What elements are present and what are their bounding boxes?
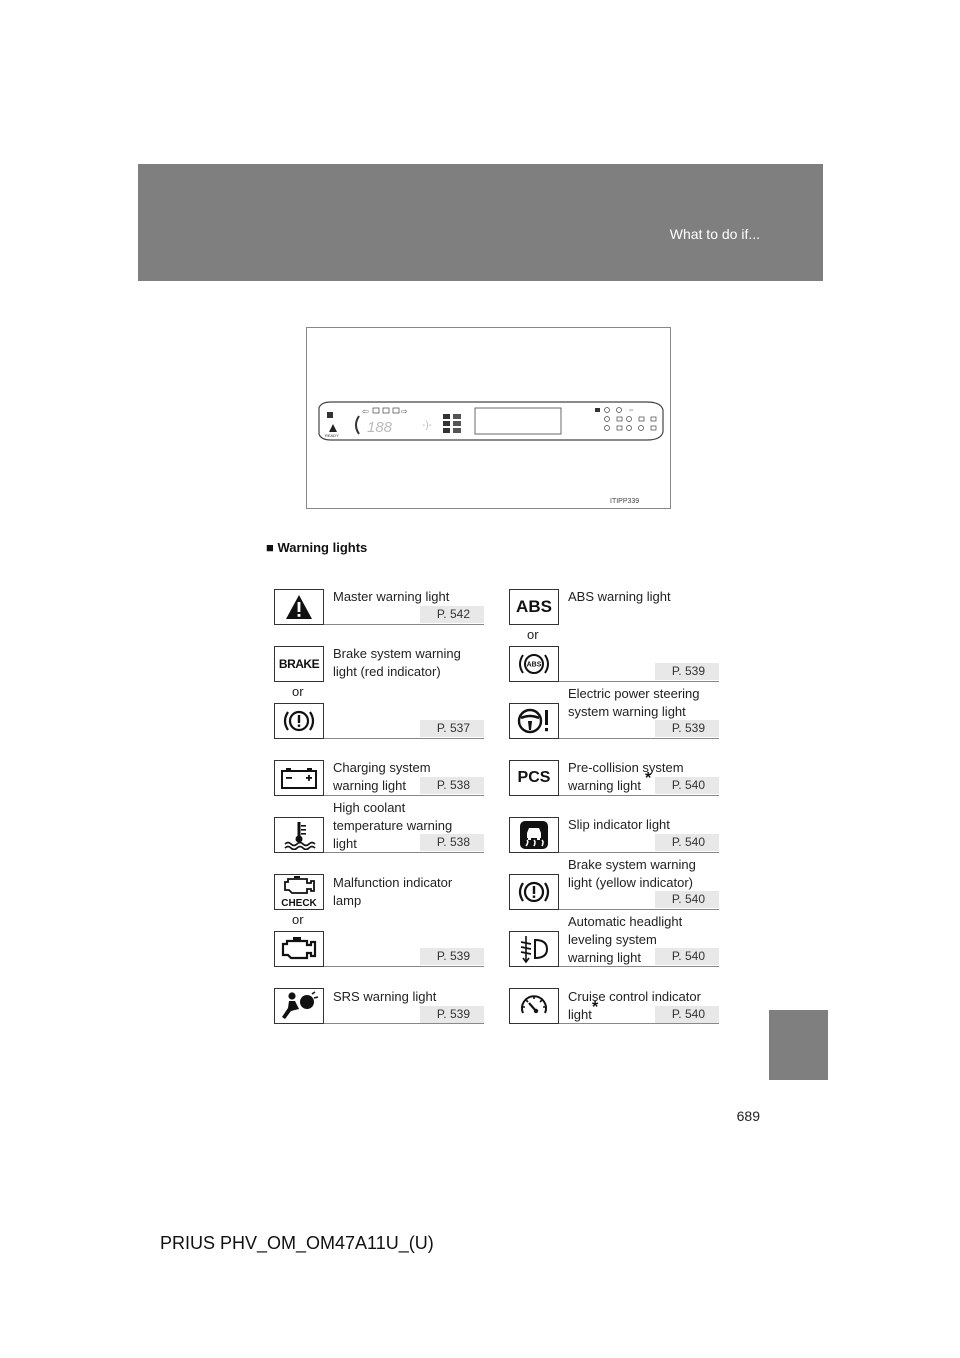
row-divider — [559, 738, 719, 739]
brake-yellow-label-line1: Brake system warning — [568, 857, 696, 872]
engine-icon — [274, 931, 324, 967]
brake-circle-icon — [274, 703, 324, 739]
abs-page-ref: P. 539 — [655, 663, 719, 680]
slip-indicator-icon — [509, 817, 559, 853]
abs-icon-text: ABS — [516, 597, 552, 616]
eps-page-ref: P. 539 — [655, 720, 719, 737]
section-heading-text: Warning lights — [277, 540, 368, 555]
pcs-icon-text: PCS — [517, 769, 551, 786]
battery-icon — [274, 760, 324, 796]
coolant-label-line2: temperature warning — [333, 818, 453, 833]
headlight-leveling-icon — [509, 931, 559, 967]
cruise-page-ref: P. 540 — [655, 1006, 719, 1023]
slip-page-ref: P. 540 — [655, 834, 719, 851]
or-text: or — [527, 627, 539, 642]
charging-label-line1: Charging system — [333, 760, 431, 775]
master-warning-icon — [274, 589, 324, 625]
brake-icon — [274, 646, 324, 682]
brake-red-page-ref: P. 537 — [420, 720, 484, 737]
abs-text-icon — [509, 589, 559, 625]
abs-circle-icon — [509, 646, 559, 682]
row-divider — [324, 1023, 484, 1024]
coolant-temperature-icon — [274, 817, 324, 853]
section-title: What to do if... — [669, 226, 760, 242]
brake-icon-text: BRAKE — [278, 657, 320, 671]
check-engine-icon — [274, 874, 324, 910]
eps-label-line2: system warning light — [568, 704, 686, 719]
abs-label: ABS warning light — [568, 589, 671, 604]
brake-yellow-label-line2: light (yellow indicator) — [568, 875, 693, 890]
pcs-footnote-asterisk: * — [645, 770, 652, 787]
headlight-label-line3: warning light — [568, 950, 641, 965]
headlight-page-ref: P. 540 — [655, 948, 719, 965]
brake-yellow-page-ref: P. 540 — [655, 891, 719, 908]
header-band — [138, 164, 823, 281]
pcs-icon — [509, 760, 559, 796]
svg-text:⇦: ⇦ — [362, 407, 369, 416]
row-divider — [559, 909, 719, 910]
pcs-page-ref: P. 540 — [655, 777, 719, 794]
brake-circle-icon — [509, 874, 559, 910]
pcs-label-line1: Pre-collision system — [568, 760, 684, 775]
svg-text:⇦: ⇦ — [629, 408, 634, 414]
slip-label: Slip indicator light — [568, 817, 670, 832]
row-divider — [324, 624, 484, 625]
figure-ready-text: READY — [325, 433, 339, 438]
section-bullet: ■ — [266, 540, 274, 555]
pcs-label-line2: warning light — [568, 778, 641, 793]
malfunction-label-line1: Malfunction indicator — [333, 875, 453, 890]
page-number: 689 — [736, 1108, 760, 1124]
charging-page-ref: P. 538 — [420, 777, 484, 794]
charging-label-line2: warning light — [333, 778, 406, 793]
cruise-control-icon — [509, 988, 559, 1024]
row-divider — [559, 852, 719, 853]
brake-red-label-line1: Brake system warning — [333, 646, 461, 661]
coolant-label-line1: High coolant — [333, 800, 406, 815]
srs-airbag-icon — [274, 988, 324, 1024]
cruise-label-line1: Cruise control indicator — [568, 989, 701, 1004]
headlight-label-line1: Automatic headlight — [568, 914, 683, 929]
headlight-label-line2: leveling system — [568, 932, 657, 947]
master-warning-page-ref: P. 542 — [420, 606, 484, 623]
section-heading — [266, 540, 367, 555]
row-divider — [324, 795, 484, 796]
malfunction-label-line2: lamp — [333, 893, 362, 908]
brake-red-label-line2: light (red indicator) — [333, 664, 441, 679]
coolant-label-line3: light — [333, 836, 357, 851]
malfunction-page-ref: P. 539 — [420, 948, 484, 965]
master-warning-label: Master warning light — [333, 589, 450, 604]
chapter-tab — [769, 1010, 828, 1080]
steering-warning-icon — [509, 703, 559, 739]
figure-code: ITIPP339 — [610, 498, 640, 505]
row-divider — [324, 966, 484, 967]
footer-document-id: PRIUS PHV_OM_OM47A11U_(U) — [160, 1233, 434, 1253]
row-divider — [324, 738, 484, 739]
svg-text:-)-: -)- — [422, 420, 432, 431]
instrument-panel-figure — [306, 327, 671, 509]
cruise-label-line2: light — [568, 1007, 592, 1022]
row-divider — [559, 795, 719, 796]
instrument-panel-illustration — [307, 328, 670, 508]
coolant-page-ref: P. 538 — [420, 834, 484, 851]
or-text: or — [292, 684, 304, 699]
or-text: or — [292, 912, 304, 927]
svg-text:⇨: ⇨ — [401, 407, 408, 416]
abs-circle-icon-text: ABS — [526, 661, 542, 669]
cruise-footnote-asterisk: * — [592, 999, 599, 1016]
srs-label: SRS warning light — [333, 989, 437, 1004]
eps-label-line1: Electric power steering — [568, 686, 700, 701]
figure-speed-digits: 188 — [367, 419, 393, 436]
row-divider — [559, 681, 719, 682]
check-engine-icon-text: CHECK — [281, 898, 317, 909]
srs-page-ref: P. 539 — [420, 1006, 484, 1023]
